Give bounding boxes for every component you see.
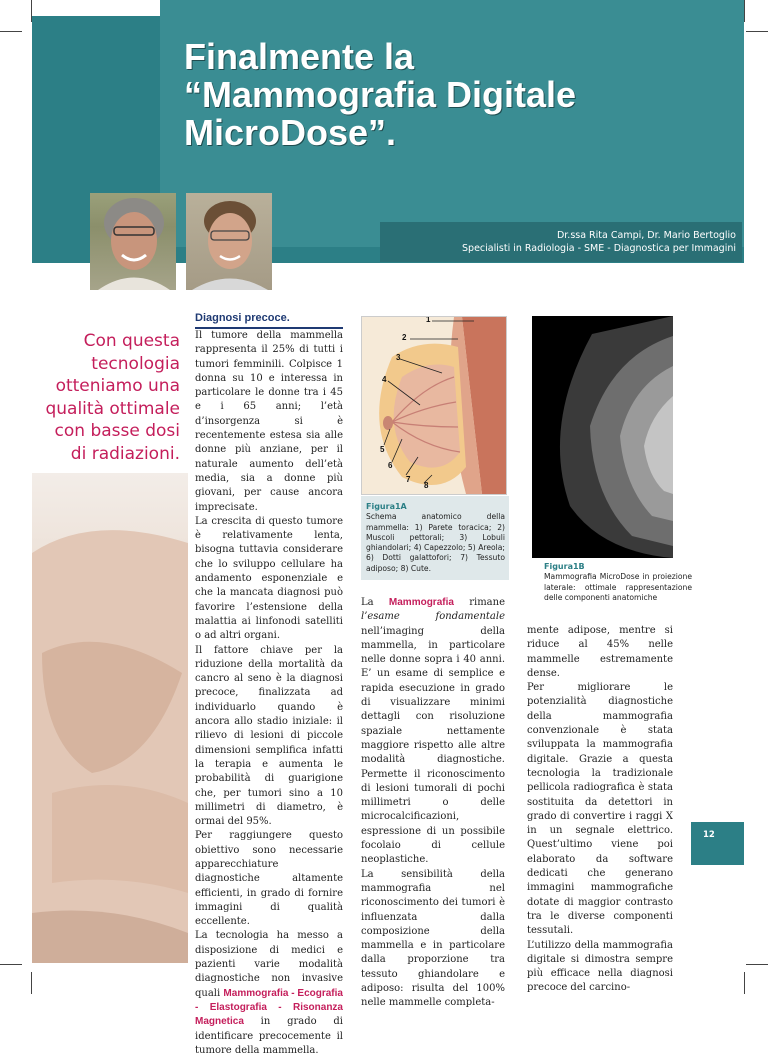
column-1 (195, 306, 343, 1058)
quote-line: tecnologia (91, 353, 180, 374)
portrait-man-image (186, 193, 272, 290)
author-photo-bertoglio (186, 193, 272, 290)
figure-caption-1a (361, 496, 509, 580)
crop-mark (746, 964, 768, 965)
emphasis: l’esame fondamentale (361, 611, 505, 623)
woman-body-image (32, 473, 188, 963)
breast-anatomy-diagram (361, 316, 507, 495)
quote-line: Con questa (83, 331, 180, 351)
caption-title: Figura1A (366, 502, 407, 511)
mammogram-xray (532, 316, 673, 558)
authors-role: Specialisti in Radiologia - SME - Diagnostica per Immagini (462, 243, 736, 254)
paragraph (361, 596, 505, 868)
mammogram-image (532, 316, 673, 558)
crop-mark (744, 972, 745, 994)
caption-text: Mammografia MicroDose in proiezione laterale: ottimale rappresentazione delle componenti anatomiche (544, 572, 692, 602)
page-title (184, 38, 724, 152)
paragraph: La crescita di questo tumore è relativamente lenta, bisogna tuttavia considerare che lo sviluppo cellulare ha andamento esponenziale e che la mancata diagnosi può favorire l’estensione della malattia ai linfonodi satelliti o ad altri organi. (195, 515, 343, 642)
diagram-label: 3 (396, 353, 401, 362)
page-number: 12 (691, 822, 744, 865)
caption-text: Schema anatomico della mammella: 1) Parete toracica; 2) Muscoli pettorali; 3) Lobuli ghiandolari; 4) Capezzolo; 5) Areola; 6) Dotti galattofori; 7) Tessuto adiposo; 8) Cute. (366, 512, 505, 573)
title-line: Finalmente la (184, 36, 415, 77)
paragraph: Per raggiungere questo obiettivo sono necessarie apparecchiature diagnostiche altamente efficienti, in grado di fornire immagini di qualità eccellente. (195, 830, 343, 928)
column-2 (361, 596, 505, 1011)
column-3 (527, 624, 673, 996)
diagram-label: 2 (402, 333, 407, 342)
quote-line: qualità ottimale (45, 398, 180, 419)
authors-names: Dr.ssa Rita Campi, Dr. Mario Bertoglio (556, 230, 736, 241)
paragraph: La sensibilità della mammografia nel riconoscimento dei tumori è influenzata dalla composizione della mammella e in particolare dalla proporzione tra tessuto ghiandolare e adiposo: risulta del 100% nelle mammelle completa- (361, 868, 505, 1009)
figure-caption-1b (544, 562, 692, 603)
text-run: La tecnologia ha messo a disposizione di medici e pazienti varie modalità diagnostiche non invasive quali (195, 930, 343, 999)
quote-line: otteniamo una (55, 376, 180, 396)
crop-mark (746, 31, 768, 32)
anatomy-illustration (362, 317, 506, 494)
highlight-mammografia: Mammografia (388, 597, 454, 608)
woman-silhouette-image (32, 473, 188, 963)
paragraph: L’utilizzo della mammografia digitale si dimostra sempre più efficace nella diagnosi precoce del carcino- (527, 939, 673, 994)
diagram-label: 5 (380, 445, 385, 454)
text-run: in grado di identificare precocemente il tumore della mammella. (195, 1016, 343, 1056)
title-line: “Mammografia Digitale (184, 74, 577, 115)
section-heading: Diagnosi precoce. (195, 312, 343, 329)
highlight-modalities: Mammografia - Ecografia - Elastografia - Risonanza Magnetica (195, 987, 343, 1028)
portrait-woman-image (90, 193, 176, 290)
paragraph: Per migliorare le potenzialità diagnostiche della mammografia convenzionale è stata sviluppata la mammografia digitale. Grazie a questa tecnologia la tradizionale pellicola radiografica è stata sostituita da detettori in grado di convertire i raggi X in un segnale elettrico. Quest’ultimo viene poi elaborato da software dedicati che generano immagini mammografiche dotate di maggior contrasto tra le diverse componenti tessutali. (527, 682, 673, 937)
crop-mark (744, 0, 745, 22)
quote-line: con basse dosi (54, 421, 180, 441)
author-photo-campi (90, 193, 176, 290)
diagram-label: 8 (424, 481, 429, 490)
text-run: nell’imaging della mammella, in particolare nelle donne sopra i 40 anni. E’ un esame di semplice e rapida esecuzione in grado di visualizzare minimi dettagli con risoluzione spaziale nettamente maggiore rispetto alle altre modalità diagnostiche. Permette il riconoscimento di lesioni tumorali di pochi millimetri o delle microcalcificazioni, espressione di un possibile focolaio di cellule neoplastiche. (361, 625, 505, 866)
crop-mark (0, 31, 22, 32)
diagram-label: 4 (382, 375, 387, 384)
text-run: rimane (453, 597, 505, 608)
crop-mark (0, 964, 22, 965)
title-line: MicroDose”. (184, 112, 397, 153)
authors (462, 229, 736, 255)
paragraph: mente adipose, mentre si riduce al 45% nelle mammelle estremamente dense. (527, 625, 673, 679)
diagram-label: 7 (406, 475, 411, 484)
pull-quote (32, 330, 180, 465)
diagram-label: 1 (426, 316, 431, 324)
caption-title: Figura1B (544, 562, 585, 571)
paragraph: Il fattore chiave per la riduzione della mortalità da cancro al seno è la diagnosi precoce, finalizzata ad individuarlo quando è ancora allo stadio iniziale: il rilievo di lesioni di piccole dimensioni semplifica infatti la terapia e aumenta le probabilità di guarigione che, per tumori sino a 10 millimetri di diametro, è ormai del 95%. (195, 644, 343, 828)
crop-mark (31, 972, 32, 994)
diagram-label: 6 (388, 461, 393, 470)
text-run: La (361, 597, 389, 608)
quote-line: di radiazioni. (70, 443, 180, 464)
paragraph: Il tumore della mammella rappresenta il 25% di tutti i tumori femminili. Colpisce 1 donna su 10 e interessa in particolare le donne tra i 45 e i 65 anni; l’età d’insorgenza si è recentemente estesa sia alle donne più anziane, per il naturale aumento dell’età media, sia a donne più giovani, per cause ancora imprecisate. (195, 330, 343, 513)
